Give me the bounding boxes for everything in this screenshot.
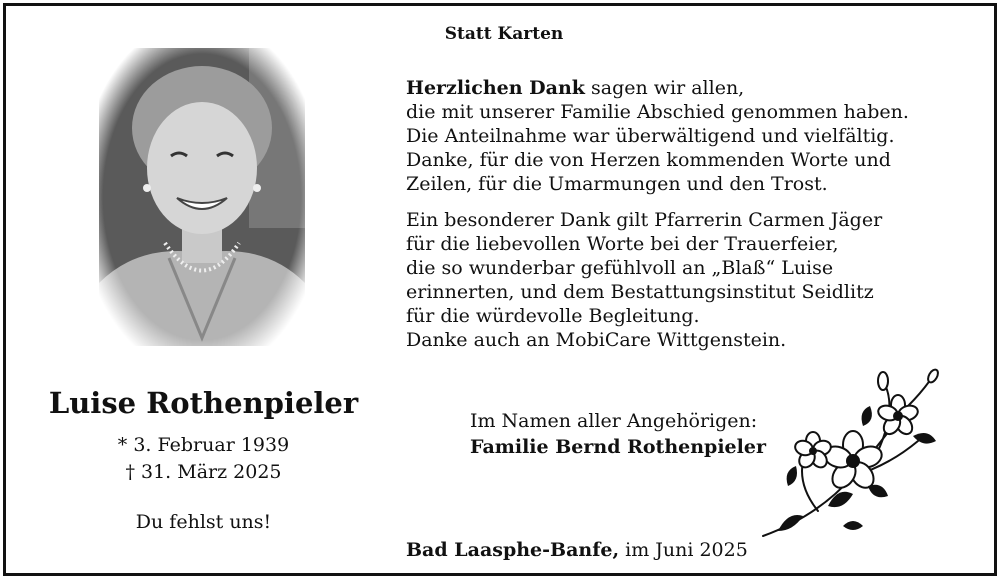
text-line: die so wunderbar gefühlvoll an „Blaß“ Luise <box>406 257 834 279</box>
birth-date: * 3. Februar 1939 <box>117 434 290 456</box>
thanks-paragraph-2 <box>406 208 966 352</box>
text-line: erinnerten, und dem Bestattungsinstitut Seidlitz <box>406 281 874 303</box>
signature-family: Familie Bernd Rothenpieler <box>470 436 766 458</box>
deceased-name: Luise Rothenpieler <box>48 386 359 420</box>
portrait-photo <box>99 48 305 346</box>
text-line: Danke, für die von Herzen kommenden Worte und <box>406 149 891 171</box>
header-text: Statt Karten <box>444 24 564 44</box>
text-line: für die würdevolle Begleitung. <box>406 305 700 327</box>
life-dates <box>36 432 371 486</box>
death-date: † 31. März 2025 <box>125 461 282 483</box>
text-line: Die Anteilnahme war überwältigend und vielfältig. <box>406 125 895 147</box>
signature-line: Im Namen aller Angehörigen: <box>470 410 758 432</box>
text-line: Zeilen, für die Umarmungen und den Trost. <box>406 173 828 195</box>
signature-block <box>470 408 766 460</box>
text-line <box>406 76 966 100</box>
portrait-photo-icon <box>99 48 305 346</box>
thanks-paragraph-1 <box>406 76 966 196</box>
flower-branch-icon <box>758 366 943 541</box>
text-line: Danke auch an MobiCare Wittgenstein. <box>406 329 787 351</box>
farewell-text: Du fehlst uns! <box>135 511 272 533</box>
lead-rest: sagen wir allen, <box>584 77 745 99</box>
text-line: die mit unserer Familie Abschied genommen haben. <box>406 101 909 123</box>
text-line: für die liebevollen Worte bei der Trauerfeier, <box>406 233 839 255</box>
obituary-card <box>3 3 997 576</box>
thanks-text <box>406 76 966 364</box>
text-line: Ein besonderer Dank gilt Pfarrerin Carmen Jäger <box>406 209 883 231</box>
lead-bold: Herzlichen Dank <box>406 77 585 99</box>
place-location: Bad Laasphe-Banfe, <box>406 539 620 561</box>
place-date-text: im Juni 2025 <box>619 539 748 561</box>
place-date <box>406 539 748 561</box>
